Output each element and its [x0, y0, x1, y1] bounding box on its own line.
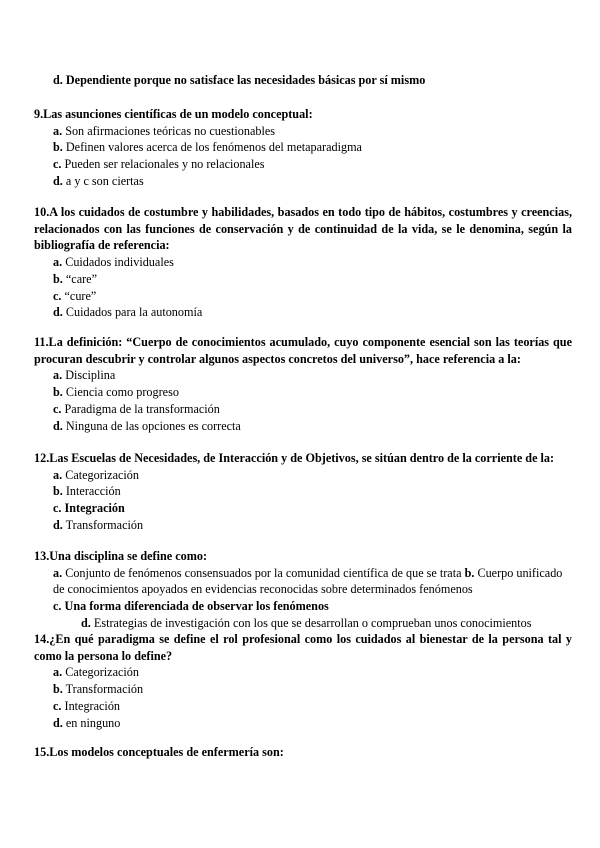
option-b: b. Interacción	[53, 484, 121, 499]
question-title: 15.Los modelos conceptuales de enfermería son:	[34, 745, 284, 759]
option-b: b. Transformación	[53, 682, 144, 697]
question-15	[34, 744, 572, 761]
option-text: Dependiente porque no satisface las necesidades básicas por sí mismo	[65, 73, 426, 87]
question-title: 9.Las asunciones científicas de un modelo conceptual:	[34, 107, 313, 121]
option-c: c. Paradigma de la transformación	[53, 401, 220, 416]
option-a: a. Categorización	[53, 665, 139, 680]
option-b: b. “care”	[53, 271, 97, 286]
question-10	[34, 204, 572, 321]
option-d: d. en ninguno	[53, 715, 121, 730]
option-b: b. Definen valores acerca de los fenómenos del metaparadigma	[53, 140, 362, 155]
carry-over-option	[34, 72, 572, 89]
option-c: c. “cure”	[53, 288, 97, 303]
option-d: d. Ninguna de las opciones es correcta	[53, 418, 241, 433]
option-a: a. Son afirmaciones teóricas no cuestionables	[53, 123, 276, 138]
option-d: d. a y c son ciertas	[53, 173, 144, 188]
question-title: 10.A los cuidados de costumbre y habilidades, basados en todo tipo de hábitos, costumbres y creencias, relacionados con las funciones de conservación y de continuidad de la vida, se le denomina, según la bibliografía de referencia:	[34, 205, 572, 253]
option-a: a. Categorización	[53, 467, 139, 482]
question-14	[34, 631, 572, 731]
question-9	[34, 106, 572, 190]
option-a-b: a. Conjunto de fenómenos consensuados por la comunidad científica de que se trata b. Cuerpo unificado	[53, 565, 563, 580]
option-a: a. Cuidados individuales	[53, 255, 174, 270]
option-c: c. Integración	[53, 698, 121, 713]
question-title: 14.¿En qué paradigma se define el rol profesional como los cuidados al bienestar de la persona tal y como la persona lo define?	[34, 632, 572, 663]
option-letter: d.	[53, 73, 63, 87]
option-d: d. Cuidados para la autonomía	[53, 305, 203, 320]
option-c: c. Integración	[53, 501, 125, 516]
option-d: d. Transformación	[53, 517, 144, 532]
option-a: a. Disciplina	[53, 368, 116, 383]
question-13	[34, 548, 572, 632]
question-title: 11.La definición: “Cuerpo de conocimientos acumulado, cuyo componente esencial son las teorías que procuran descubrir y controlar algunos aspectos concretos del universo”, hace referencia a la:	[34, 335, 572, 366]
question-12	[34, 450, 572, 534]
option-c: c. Una forma diferenciada de observar los fenómenos	[53, 599, 329, 614]
option-b-continued: de conocimientos apoyados en evidencias reconocidas sobre determinados fenómenos	[53, 582, 473, 597]
option-d: d. Estrategias de investigación con los que se desarrollan o comprueban unos conocimientos	[81, 615, 532, 630]
option-c: c. Pueden ser relacionales y no relacionales	[53, 157, 265, 172]
question-title: 13.Una disciplina se define como:	[34, 549, 207, 563]
question-title: 12.Las Escuelas de Necesidades, de Interacción y de Objetivos, se sitúan dentro de la corriente de la:	[34, 451, 555, 465]
question-11	[34, 334, 572, 434]
option-b: b. Ciencia como progreso	[53, 385, 179, 400]
